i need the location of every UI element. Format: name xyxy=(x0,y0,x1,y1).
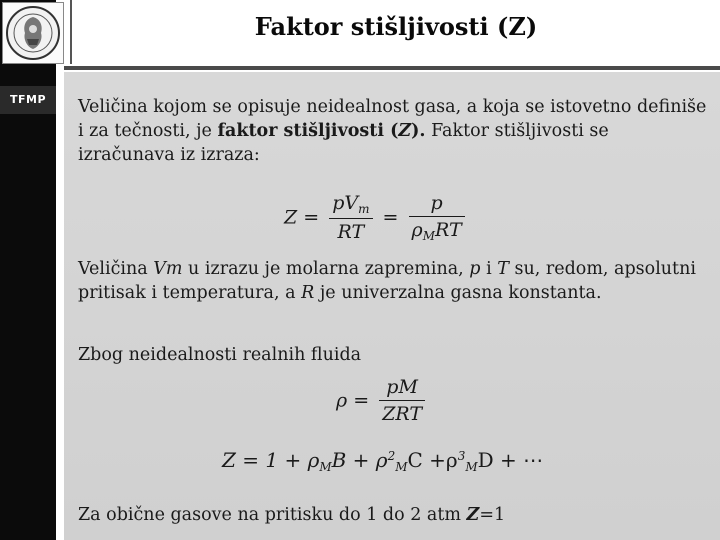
p1-text-b: Faktor stišljivosti se izračunava iz izraza: xyxy=(78,121,609,165)
paragraph-nonideality: Zbog neidealnosti realnih fluida xyxy=(78,345,362,365)
p1-bold-term: faktor stišljivosti (Z). xyxy=(217,121,426,141)
title-bar xyxy=(70,0,720,64)
paragraph-definition xyxy=(78,95,708,167)
left-band xyxy=(0,0,56,540)
title-divider xyxy=(64,66,720,70)
eq2-lhs: ρ = xyxy=(336,389,370,412)
eq2-fraction: $\frac{pM}{\text{ZRT}}$ xyxy=(379,376,425,425)
seal-icon xyxy=(3,3,63,63)
eq1-fraction-1: $\frac{pV_m}{RT}$ xyxy=(329,192,372,243)
paragraph-variables: Veličina Vm u izrazu je molarna zapremina, p i T su, redom, apsolutni pritisak i temperatura, a R je univerzalna gasna konstanta. xyxy=(78,259,696,303)
page-title: Faktor stišljivosti (Z) xyxy=(254,12,538,41)
equation-density xyxy=(336,376,429,425)
eq1-fraction-2: $\frac{p}{\rho_MRT}$ xyxy=(409,192,465,243)
tfmp-badge: TFMP xyxy=(0,86,56,114)
university-seal-logo xyxy=(2,2,64,64)
paragraph-ordinary-gases: Za obične gasove na pritisku do 1 do 2 atm Z=1 xyxy=(78,505,506,525)
p1-text-a: Veličina kojom se opisuje neidealnost gasa, a koja se istovetno definiše i za tečnosti, je xyxy=(78,97,707,141)
eq1-equals: = xyxy=(382,206,399,229)
equation-virial: $Z = 1 + \rho_MB + \rho^2_MC +\rho^3_MD$ + ⋯ xyxy=(222,448,544,474)
equation-compressibility xyxy=(284,192,469,243)
eq1-lhs: Z = xyxy=(284,206,320,229)
